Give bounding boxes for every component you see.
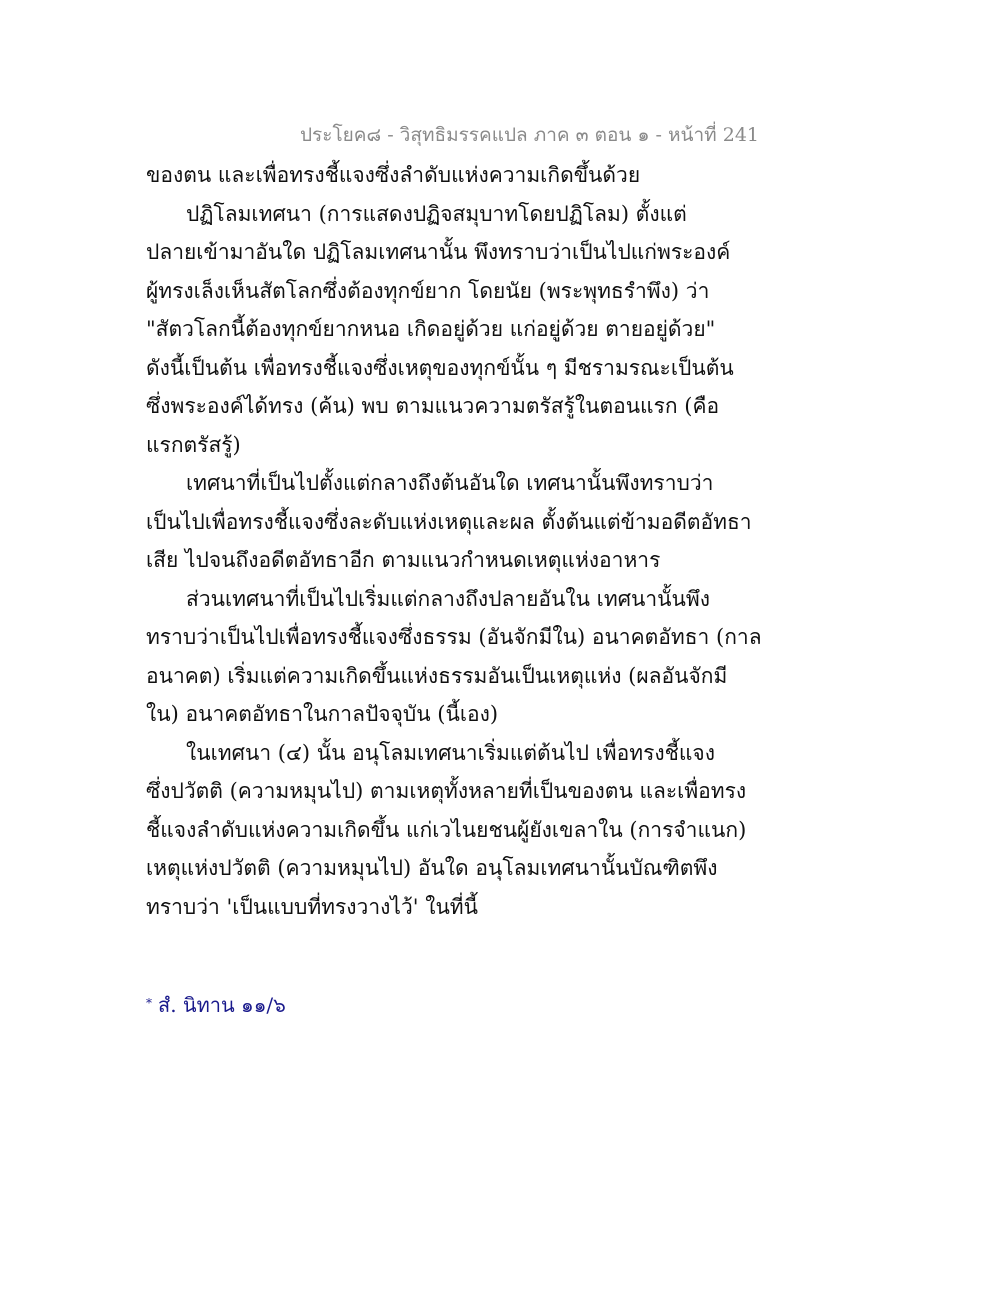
text-line: เสีย ไปจนถึงอดีตอัทธาอีก ตามแนวกำหนดเหตุแห่งอาหาร	[146, 548, 661, 572]
body-text	[146, 156, 762, 926]
text-line: เป็นไปเพื่อทรงชี้แจงซึ่งละดับแห่งเหตุและผล ตั้งต้นแต่ข้ามอดีตอัทธา	[146, 509, 752, 534]
text-line: แรกตรัสรู้)	[146, 432, 241, 457]
running-header: ประโยค๘ - วิสุทธิมรรคแปล ภาค ๓ ตอน ๑ - หน้าที่ 241	[300, 124, 760, 146]
text-line: ในเทศนา (๔) นั้น อนุโลมเทศนาเริ่มแต่ต้นไป เพื่อทรงชี้แจง	[186, 740, 715, 765]
text-line: เหตุแห่งปวัตติ (ความหมุนไป) อันใด อนุโลมเทศนานั้นบัณฑิตพึง	[146, 856, 718, 880]
text-line: ปลายเข้ามาอันใด ปฏิโลมเทศนานั้น พึงทราบว่าเป็นไปแก่พระองค์	[146, 240, 731, 264]
text-line: ชี้แจงลำดับแห่งความเกิดขึ้น แก่เวไนยชนผู้ยังเขลาใน (การจำแนก)	[146, 817, 747, 842]
text-line: "สัตวโลกนี้ต้องทุกข์ยากหนอ เกิดอยู่ด้วย แก่อยู่ด้วย ตายอยู่ด้วย"	[146, 317, 716, 341]
text-line: ทราบว่าเป็นไปเพื่อทรงชี้แจงซึ่งธรรม (อันจักมีใน) อนาคตอัทธา (กาล	[146, 625, 762, 649]
text-line: ทราบว่า 'เป็นแบบที่ทรงวางไว้' ในที่นี้	[146, 894, 479, 919]
footnote-marker: *	[146, 996, 152, 1010]
text-line: เทศนาที่เป็นไปตั้งแต่กลางถึงต้นอันใด เทศนานั้นพึงทราบว่า	[186, 471, 714, 495]
text-line: ใน) อนาคตอัทธาในกาลปัจจุบัน (นี้เอง)	[146, 702, 499, 726]
text-line: ซึ่งปวัตติ (ความหมุนไป) ตามเหตุทั้งหลายที่เป็นของตน และเพื่อทรง	[146, 779, 747, 803]
text-line: อนาคต) เริ่มแต่ความเกิดขึ้นแห่งธรรมอันเป็นเหตุแห่ง (ผลอันจักมี	[146, 663, 728, 688]
footnote-text: สํ. นิทาน ๑๑/๖	[158, 993, 286, 1017]
text-line: ซึ่งพระองค์ได้ทรง (ค้น) พบ ตามแนวความตรัสรู้ในตอนแรก (คือ	[146, 394, 720, 418]
text-line: ของตน และเพื่อทรงชี้แจงซึ่งลำดับแห่งความเกิดขึ้นด้วย	[146, 163, 641, 187]
text-line: ดังนี้เป็นต้น เพื่อทรงชี้แจงซึ่งเหตุของทุกข์นั้น ๆ มีชรามรณะเป็นต้น	[146, 355, 734, 380]
footnote	[146, 990, 286, 1020]
text-line: ปฏิโลมเทศนา (การแสดงปฏิจสมุบาทโดยปฏิโลม) ตั้งแต่	[186, 201, 687, 226]
text-line: ผู้ทรงเล็งเห็นสัตโลกซึ่งต้องทุกข์ยาก โดยนัย (พระพุทธรำพึง) ว่า	[146, 278, 710, 303]
text-line: ส่วนเทศนาที่เป็นไปเริ่มแต่กลางถึงปลายอันใน เทศนานั้นพึง	[186, 586, 710, 611]
